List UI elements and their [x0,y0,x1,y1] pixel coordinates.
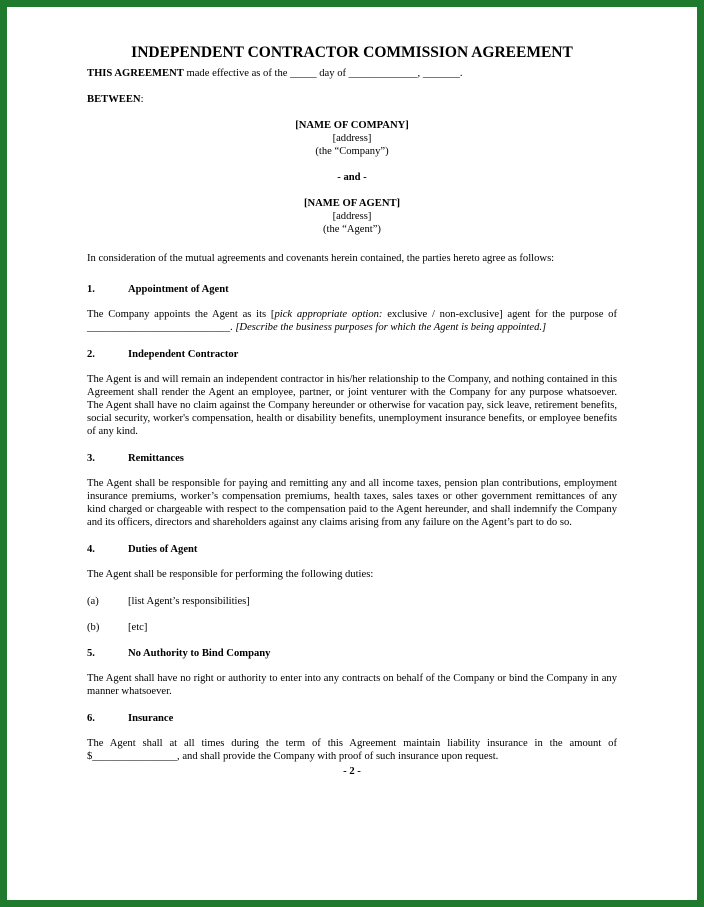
section-title: Independent Contractor [128,349,239,360]
between-label [87,93,617,106]
section-title: Insurance [128,713,174,724]
section-3-heading [87,452,617,465]
section-5-text: The Agent shall have no right or authority to enter into any contracts on behalf of the Company or bind the Company in any manner whatsoever. [87,673,617,697]
section-4-text: The Agent shall be responsible for performing the following duties: [87,569,374,580]
section-2-heading [87,348,617,361]
list-item-text: [list Agent’s responsibilities] [128,596,250,607]
agent-address: [address] [332,211,372,222]
intro-paragraph: In consideration of the mutual agreements and covenants herein contained, the parties hereto agree as follows: [87,253,555,264]
s1-italic-a: pick appropriate option: [274,309,383,320]
effective-rest: made effective as of the _____ day of _____________, _______. [183,68,463,79]
agent-alias: (the “Agent”) [323,224,381,235]
section-1-heading [87,283,617,296]
agent-name: [NAME OF AGENT] [303,198,401,209]
s1-text-b: exclusive / non-exclusive] agent for the purpose of ___________________________. [87,309,617,333]
company-name: [NAME OF COMPANY] [295,120,409,131]
section-number: 5. [87,648,95,659]
section-6-heading [87,712,617,725]
list-item-text: [etc] [128,622,148,633]
document-page [87,44,617,778]
section-title: Duties of Agent [128,544,198,555]
section-title: Remittances [128,453,184,464]
between-text: BETWEEN [87,94,141,105]
section-title: Appointment of Agent [128,284,229,295]
list-item [87,621,617,634]
section-number: 6. [87,713,95,724]
effective-lead: THIS AGREEMENT [87,68,184,79]
effective-date-line [87,67,617,80]
s1-text-a: The Company appoints the Agent as its [ [87,309,275,320]
list-item-label: (b) [87,622,100,633]
company-address: [address] [332,133,372,144]
section-3-text: The Agent shall be responsible for paying and remitting any and all income taxes, pension plan contributions, employment insurance premiums, worker’s compensation premiums, health taxes, sales taxes or other government remittances of any kind charged or chargeable with respect to the compensation paid to the Agent hereunder, and shall indemnify the Company and its officers, directors and shareholders against any claims arising from any failure on the Agent’s part to do so. [87,478,617,528]
section-5-heading [87,647,617,660]
company-block [87,119,617,158]
s1-italic-b: [Describe the business purposes for which the Agent is being appointed.] [235,322,547,333]
company-alias: (the “Company”) [315,146,389,157]
section-6-text: The Agent shall at all times during the term of this Agreement maintain liability insurance in the amount of $________________, and shall provide the Company with proof of such insurance upon request. [87,738,617,762]
agent-block [87,197,617,236]
section-1-text [87,308,617,334]
section-number: 2. [87,349,95,360]
section-title: No Authority to Bind Company [128,648,271,659]
page-number: - 2 - [343,766,361,777]
section-number: 3. [87,453,95,464]
list-item [87,595,617,608]
section-4-heading [87,543,617,556]
between-colon: : [140,94,144,105]
list-item-label: (a) [87,596,99,607]
section-2-text: The Agent is and will remain an independent contractor in his/her relationship to the Company, and nothing contained in this Agreement shall render the Agent an employee, partner, or joint venturer with the Company for any purpose whatsoever. The Agent shall have no claim against the Company hereunder or otherwise for vacation pay, sick leave, retirement benefits, social security, worker's compensation, health or disability benefits, unemployment insurance benefits, or employee benefits of any kind. [87,374,617,437]
document-title: INDEPENDENT CONTRACTOR COMMISSION AGREEMENT [131,44,573,61]
section-number: 1. [87,284,95,295]
and-separator: - and - [337,172,367,183]
section-number: 4. [87,544,95,555]
